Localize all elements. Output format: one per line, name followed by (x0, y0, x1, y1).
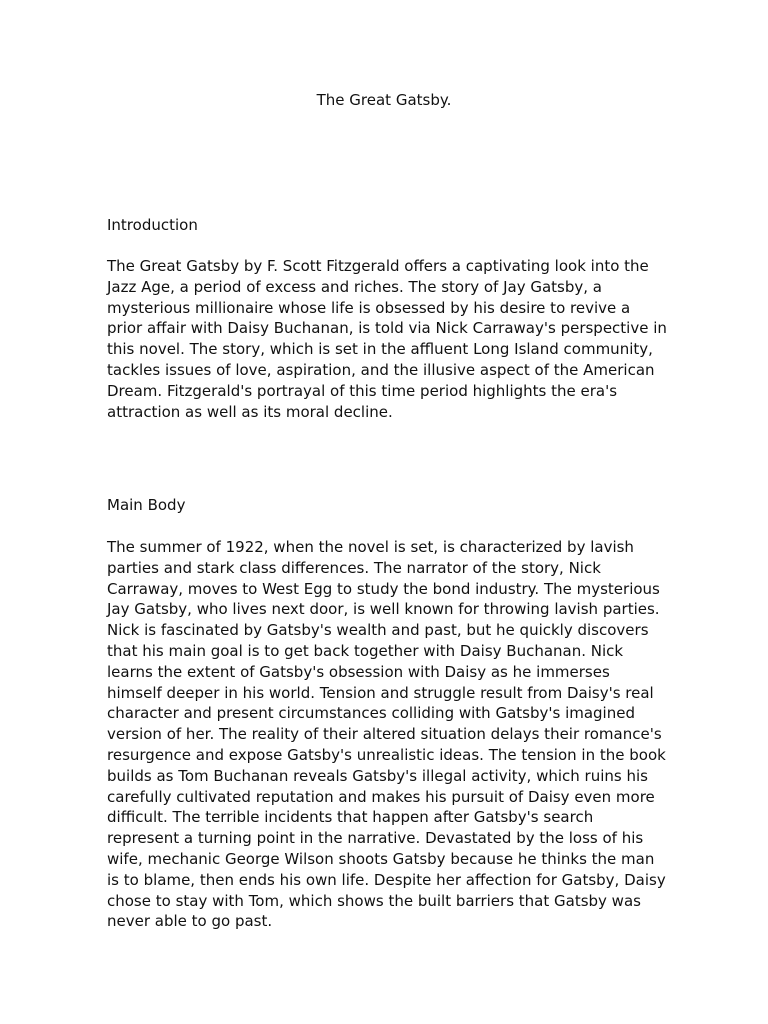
main-body-paragraph: The summer of 1922, when the novel is set, is characterized by lavish parties and stark class differences. The narrator of the story, Nick Carraway, moves to West Egg to study the bond industry. The mysterious Jay Gatsby, who lives next door, is well known for throwing lavish parties. Nick is fascinated by Gatsby's wealth and past, but he quickly discovers that his main goal is to get back together with Daisy Buchanan. Nick learns the extent of Gatsby's obsession with Daisy as he immerses himself deeper in his world. Tension and struggle result from Daisy's real character and present circumstances colliding with Gatsby's imagined version of her. The reality of their altered situation delays their romance's resurgence and expose Gatsby's unrealistic ideas. The tension in the book builds as Tom Buchanan reveals Gatsby's illegal activity, which ruins his carefully cultivated reputation and makes his pursuit of Daisy even more difficult. The terrible incidents that happen after Gatsby's search represent a turning point in the narrative. Devastated by the loss of his wife, mechanic George Wilson shoots Gatsby because he thinks the man is to blame, then ends his own life. Despite her affection for Gatsby, Daisy chose to stay with Tom, which shows the built barriers that Gatsby was never able to go past. (107, 538, 666, 931)
introduction-paragraph: The Great Gatsby by F. Scott Fitzgerald offers a captivating look into the Jazz Age, a period of excess and riches. The story of Jay Gatsby, a mysterious millionaire whose life is obsessed by his desire to revive a prior affair with Daisy Buchanan, is told via Nick Carraway's perspective in this novel. The story, which is set in the affluent Long Island community, tackles issues of love, aspiration, and the illusive aspect of the American Dream. Fitzgerald's portrayal of this time period highlights the era's attraction as well as its moral decline. (107, 257, 667, 421)
section-heading-introduction: Introduction (107, 216, 198, 234)
section-heading-main-body: Main Body (107, 496, 186, 514)
document-title: The Great Gatsby. (316, 91, 452, 109)
